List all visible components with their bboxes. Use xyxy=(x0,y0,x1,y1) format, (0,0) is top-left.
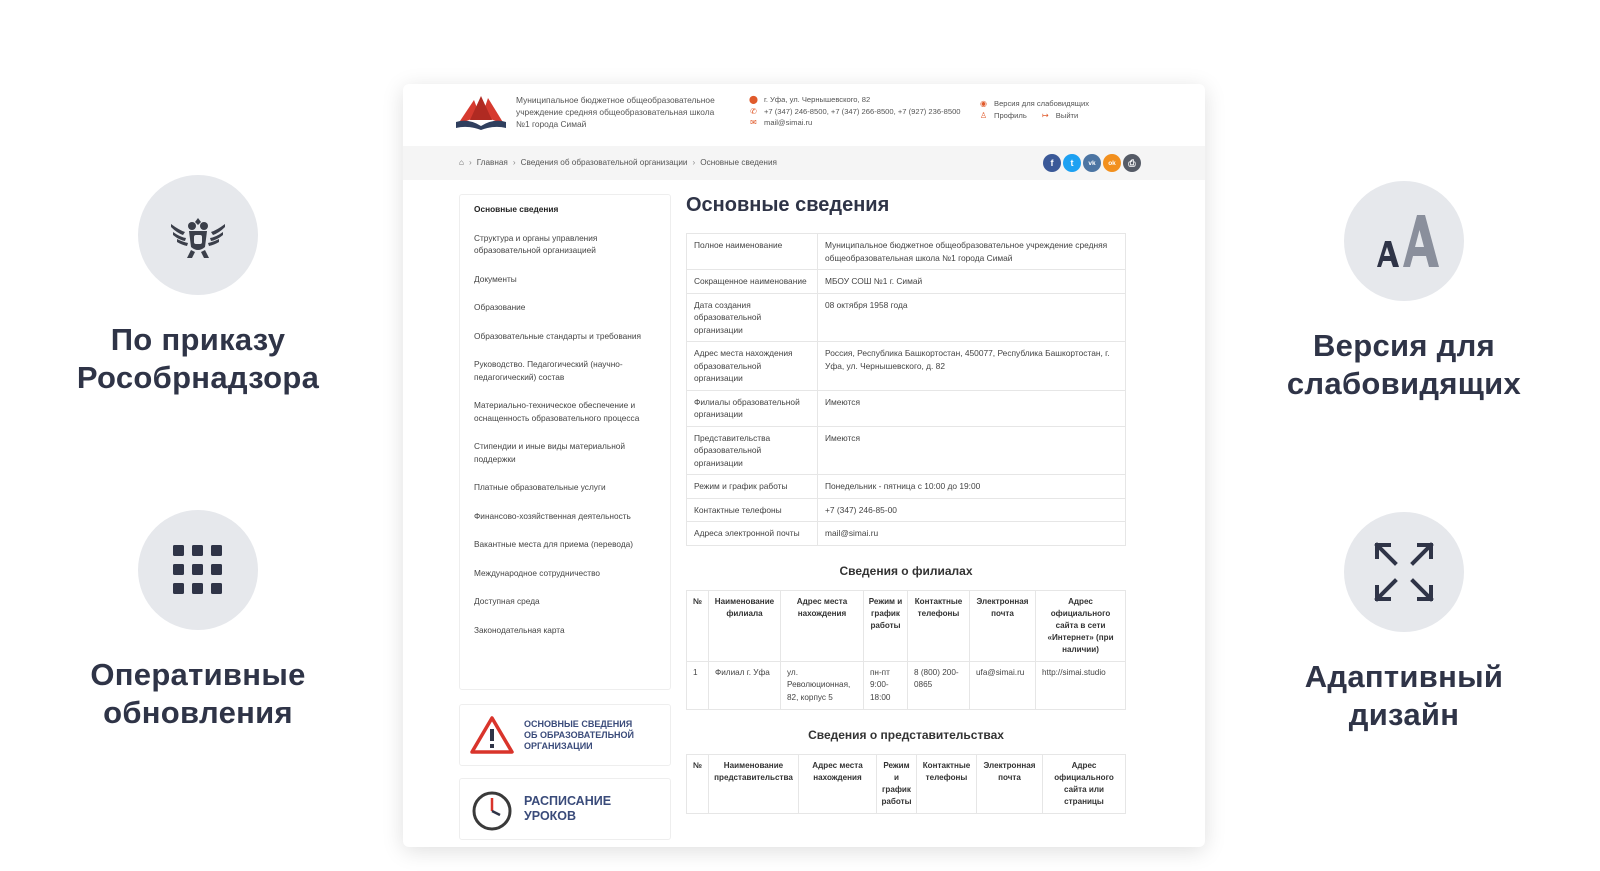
website-link[interactable]: http://simai.studio xyxy=(1036,661,1126,710)
sidebar-item[interactable]: Международное сотрудничество xyxy=(474,567,601,578)
breadcrumb-bar xyxy=(403,146,1205,180)
table-row xyxy=(687,475,1126,499)
branches-title: Сведения о филиалах xyxy=(839,563,973,578)
eye-icon: ◉ xyxy=(980,99,987,108)
feature-title: По приказу Рособрнадзора xyxy=(76,322,320,395)
breadcrumb-current: Основные сведения xyxy=(700,158,777,167)
column-header: Адрес официального сайта в сети «Интернет» (при наличии) xyxy=(1036,590,1126,661)
phones-text[interactable]: +7 (347) 246-8500, +7 (347) 266-8500, +7 (927) 236-8500 xyxy=(764,106,961,116)
field-label: Адрес места нахождения образовательной организации xyxy=(687,342,818,391)
font-size-icon xyxy=(1344,181,1464,301)
table-row xyxy=(687,390,1126,426)
table-row xyxy=(687,342,1126,391)
table-row xyxy=(687,234,1126,270)
feature-title: Версия для слабовидящих xyxy=(1286,328,1522,401)
table-cell: 1 xyxy=(687,661,709,710)
field-value: Россия, Республика Башкортостан, 450077, Республика Башкортостан, г. Уфа, ул. Чернышевского, д. 82 xyxy=(818,342,1126,391)
column-header: Электронная почта xyxy=(977,755,1043,814)
feature-adaptive xyxy=(1264,512,1544,734)
sidebar-item[interactable]: Доступная среда xyxy=(474,596,540,606)
field-label: Адреса электронной почты xyxy=(687,522,818,546)
table-cell[interactable]: ufa@simai.ru xyxy=(970,661,1036,710)
table-row xyxy=(687,661,1126,710)
feature-updates xyxy=(58,510,338,732)
sidebar-item[interactable]: Образовательные стандарты и требования xyxy=(474,330,641,341)
column-header: № xyxy=(687,755,709,814)
sidebar-item[interactable]: Вакантные места для приема (перевода) xyxy=(474,539,634,549)
profile-link[interactable]: Профиль xyxy=(994,111,1027,120)
field-value: Имеются xyxy=(818,426,1126,475)
field-value: 08 октября 1958 года xyxy=(818,293,1126,342)
field-value: Имеются xyxy=(818,390,1126,426)
sidebar-item[interactable]: Платные образовательные услуги xyxy=(474,482,606,492)
website-preview xyxy=(403,84,1205,847)
table-row xyxy=(687,426,1126,475)
accessibility-label[interactable]: Версия для слабовидящих xyxy=(994,99,1089,108)
feature-rosobrnadzor xyxy=(58,175,338,397)
sidebar-menu xyxy=(459,194,671,690)
page-title: Основные сведения xyxy=(686,194,890,216)
print-icon[interactable]: ⎙ xyxy=(1123,154,1141,172)
feature-accessibility xyxy=(1264,181,1544,403)
feature-title: Адаптивный дизайн xyxy=(1304,659,1504,732)
clock-icon xyxy=(470,787,514,831)
sidebar-item[interactable]: Образование xyxy=(474,302,526,312)
mail-icon: ✉ xyxy=(750,118,757,127)
expand-arrows-icon xyxy=(1344,512,1464,632)
field-value: mail@simai.ru xyxy=(818,522,1126,546)
user-icon: ♙ xyxy=(979,111,988,120)
breadcrumb: ⌂ › Главная › Сведения об образовательной организации › Основные сведения xyxy=(459,158,777,167)
column-header: Режим и график работы xyxy=(877,755,917,814)
accessibility-link[interactable] xyxy=(979,98,1089,110)
warning-icon xyxy=(470,715,514,755)
info-banner-text: ОСНОВНЫЕ СВЕДЕНИЯ ОБ ОБРАЗОВАТЕЛЬНОЙ ОРГАНИЗАЦИИ xyxy=(524,718,635,751)
twitter-icon[interactable]: t xyxy=(1063,154,1081,172)
header-links xyxy=(979,98,1089,122)
info-banner[interactable] xyxy=(459,704,671,766)
field-label: Режим и график работы xyxy=(687,475,818,499)
sidebar-item[interactable]: Стипендии и иные виды материальной поддержки xyxy=(474,441,626,464)
column-header: Электронная почта xyxy=(970,590,1036,661)
logout-icon: ↦ xyxy=(1041,111,1049,120)
vk-icon[interactable]: vk xyxy=(1083,154,1101,172)
column-header: № xyxy=(687,590,709,661)
column-header: Наименование филиала xyxy=(709,590,781,661)
sidebar-item[interactable]: Основные сведения xyxy=(474,204,559,214)
field-label: Дата создания образовательной организации xyxy=(687,293,818,342)
table-cell: пн-пт 9:00-18:00 xyxy=(864,661,908,710)
field-value: МБОУ СОШ №1 г. Симай xyxy=(818,270,1126,294)
field-value: Понедельник - пятница с 10:00 до 19:00 xyxy=(818,475,1126,499)
field-label: Сокращенное наименование xyxy=(687,270,818,294)
main-content xyxy=(686,194,1126,814)
sidebar-item[interactable]: Финансово-хозяйственная деятельность xyxy=(474,510,631,521)
school-logo-icon[interactable] xyxy=(456,94,506,130)
site-header xyxy=(403,84,1205,146)
schedule-banner-text: РАСПИСАНИЕ УРОКОВ xyxy=(524,794,612,823)
org-name: Муниципальное бюджетное общеобразовательное учреждение средняя общеобразовательная школа №1 города Симай xyxy=(516,95,715,129)
emblem-icon xyxy=(138,175,258,295)
table-row xyxy=(687,522,1126,546)
field-label: Полное наименование xyxy=(687,234,818,270)
table-row xyxy=(687,270,1126,294)
sidebar-item[interactable]: Руководство. Педагогический (научно-педагогический) состав xyxy=(474,359,623,382)
header-contacts xyxy=(749,94,961,129)
schedule-banner[interactable] xyxy=(459,778,671,840)
sidebar-item[interactable]: Структура и органы управления образовательной организацией xyxy=(474,232,598,255)
ok-icon[interactable]: ok xyxy=(1103,154,1121,172)
address-text: г. Уфа, ул. Чернышевского, 82 xyxy=(764,95,871,104)
column-header: Контактные телефоны xyxy=(917,755,977,814)
table-cell: 8 (800) 200-0865 xyxy=(908,661,970,710)
representations-table xyxy=(686,754,1126,814)
column-header: Адрес официального сайта или страницы xyxy=(1043,755,1126,814)
field-value: +7 (347) 246-85-00 xyxy=(818,498,1126,522)
sidebar-item[interactable]: Материально-техническое обеспечение и оснащенность образовательного процесса xyxy=(474,400,640,423)
field-value: Муниципальное бюджетное общеобразовательное учреждение средняя общеобразовательная школа №1 города Симай xyxy=(818,234,1126,270)
info-table xyxy=(686,233,1126,546)
table-cell: ул. Революционная, 82, корпус 5 xyxy=(781,661,864,710)
table-cell: Филиал г. Уфа xyxy=(709,661,781,710)
map-pin-icon: ⬤ xyxy=(749,95,758,104)
field-label: Филиалы образовательной организации xyxy=(687,390,818,426)
logout-link[interactable]: Выйти xyxy=(1055,111,1079,120)
email-link[interactable]: mail@simai.ru xyxy=(764,118,813,127)
table-row xyxy=(687,293,1126,342)
grid-icon xyxy=(138,510,258,630)
field-label: Контактные телефоны xyxy=(687,498,818,522)
column-header: Режим и график работы xyxy=(864,590,908,661)
breadcrumb-section[interactable]: Сведения об образовательной организации xyxy=(520,158,688,167)
share-buttons xyxy=(1043,154,1141,172)
field-label: Представительства образовательной организации xyxy=(687,426,818,475)
feature-title: Оперативные обновления xyxy=(90,657,306,730)
phone-icon: ✆ xyxy=(750,106,757,116)
home-icon[interactable]: ⌂ xyxy=(459,158,464,167)
table-row xyxy=(687,498,1126,522)
facebook-icon[interactable]: f xyxy=(1043,154,1061,172)
column-header: Наименование представительства xyxy=(709,755,799,814)
sidebar-item[interactable]: Законодательная карта xyxy=(474,624,565,635)
branches-table xyxy=(686,590,1126,711)
sidebar-item[interactable]: Документы xyxy=(474,273,517,284)
breadcrumb-home[interactable]: Главная xyxy=(476,158,508,167)
column-header: Адрес места нахождения xyxy=(781,590,864,661)
column-header: Адрес места нахождения xyxy=(799,755,877,814)
column-header: Контактные телефоны xyxy=(908,590,970,661)
representations-title: Сведения о представительствах xyxy=(808,728,1004,742)
